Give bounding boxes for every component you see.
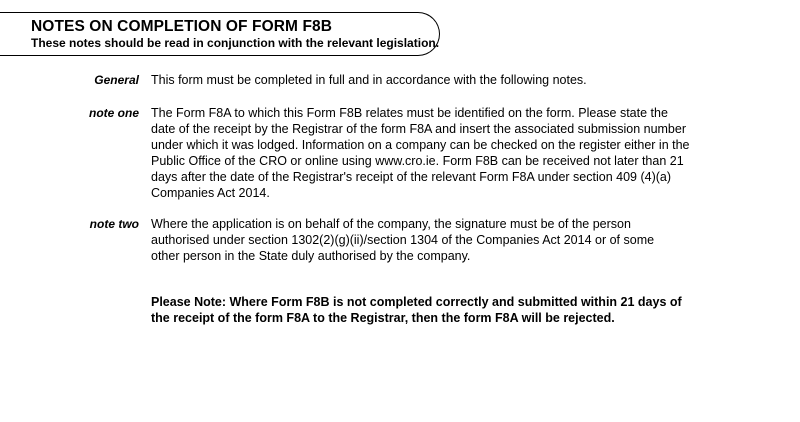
note-label: note two bbox=[89, 217, 139, 231]
note-text: Where the application is on behalf of the company, the signature must be of the person authorised under section 1302(2)(g)(ii)/section 1304 of the Companies Act 2014 or of some other person in the State duly authorised by the company. bbox=[151, 217, 655, 263]
page-title: NOTES ON COMPLETION OF FORM F8B bbox=[31, 18, 333, 35]
note-label: note one bbox=[89, 106, 139, 120]
page-subtitle: These notes should be read in conjunction with the relevant legislation. bbox=[31, 36, 440, 50]
please-note: Please Note: Where Form F8B is not completed correctly and submitted within 21 days of the receipt of the form F8A to the Registrar, then the form F8A will be rejected. bbox=[151, 295, 682, 325]
note-text: This form must be completed in full and in accordance with the following notes. bbox=[151, 73, 587, 87]
note-label: General bbox=[94, 73, 139, 87]
note-text: The Form F8A to which this Form F8B relates must be identified on the form. Please state the date of the receipt by the Registrar of the form F8A and insert the associated submission number under which it was lodged. Information on a company can be checked on the register either in the Public Office of the CRO or online using www.cro.ie. Form F8B can be received not later than 21 days after the date of the Registrar's receipt of the relevant Form F8A under section 409 (4)(a) Companies Act 2014. bbox=[151, 106, 690, 200]
